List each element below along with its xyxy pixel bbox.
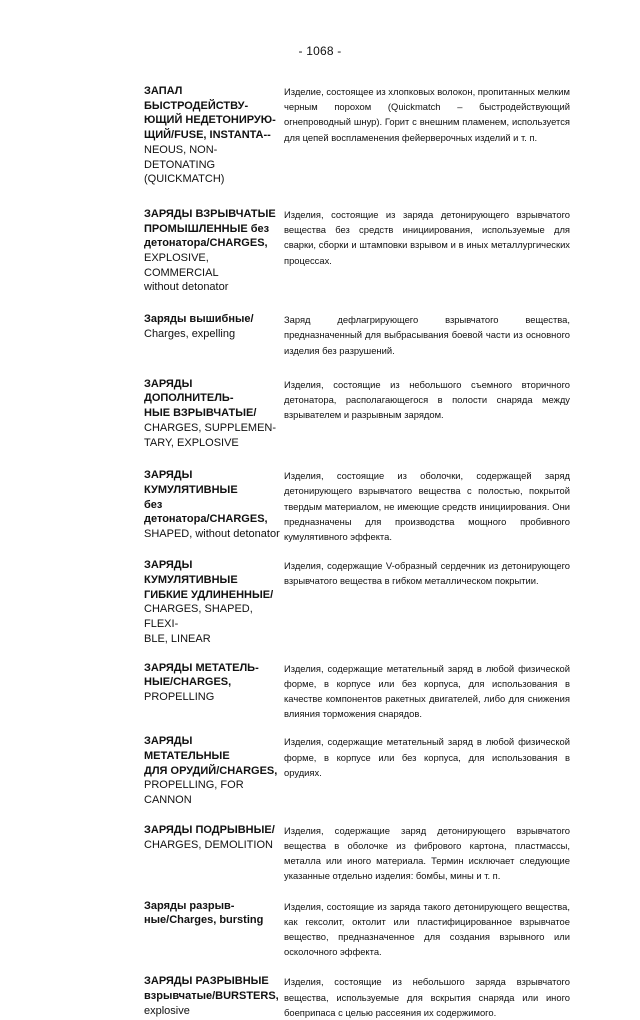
entry-term <box>144 377 280 451</box>
entry-term <box>144 974 280 1018</box>
term-english: explosive <box>144 1004 190 1017</box>
entry-definition: Изделия, содержащие заряд детонирующего взрывчатого вещества в оболочке из фибрового картона, пластмассы, металла или иного материала. Термин исключает следующие указанные отдельно изделия: бомбы, мины и т. п. <box>284 824 570 882</box>
entry-term <box>144 823 280 852</box>
entry-term <box>144 312 280 341</box>
entry-definition: Изделия, содержащие метательный заряд в любой физической форме, в корпусе или без корпуса, для использования в орудиях. <box>284 736 570 778</box>
page-number: - 1068 - <box>298 44 342 58</box>
glossary-entry <box>144 207 570 295</box>
glossary-entry <box>144 377 570 451</box>
entry-definition: Изделия, состоящие из оболочки, содержащей заряд детонирующего взрывчатого вещества с полостью, покрытой твердым материалом, не имеющие средств инициирования. Они предназначены для производства мощного пробивного кумулятивного эффекта. <box>284 470 570 543</box>
term-russian: ЗАРЯДЫ МЕТАТЕЛЬ- НЫЕ/CHARGES, <box>144 661 259 689</box>
glossary-entry <box>144 468 570 544</box>
glossary-entry <box>144 312 570 358</box>
glossary-entry <box>144 734 570 808</box>
entry-term <box>144 734 280 808</box>
entry-term <box>144 468 280 542</box>
term-english: EXPLOSIVE, COMMERCIAL without detonator <box>144 252 229 294</box>
entry-term <box>144 661 280 705</box>
term-russian: ЗАРЯДЫ ВЗРЫВЧАТЫЕ ПРОМЫШЛЕННЫЕ без детонатора/CHARGES, <box>144 207 276 250</box>
glossary-entry <box>144 823 570 884</box>
entry-definition: Изделия, состоящие из небольшого съемного вторичного детонатора, располагающегося в полости снаряда между взрывателем и разрывным зарядом. <box>284 378 570 421</box>
term-english: Charges, expelling <box>144 327 236 340</box>
term-english: PROPELLING <box>144 690 215 703</box>
glossary-entry <box>144 84 570 187</box>
entry-definition: Изделие, состоящее из хлопковых волокон, пропитанных мелким черным порохом (Quickmatch – быстродействующий огнепроводный шнур). Горит с внешним пламенем, используется для цепей воспламенения фейерверочных изделий и т. п. <box>284 86 570 143</box>
entry-definition: Изделия, содержащие V-образный сердечник из детонирующего взрывчатого вещества в гибком металлическом покрытии. <box>284 560 570 587</box>
term-english: NEOUS, NON-DETONATING (QUICKMATCH) <box>144 143 225 186</box>
glossary-entries <box>144 84 570 1020</box>
term-russian: Заряды разрыв- ные/Charges, bursting <box>144 899 264 927</box>
glossary-entry <box>144 974 570 1020</box>
term-english: CHARGES, SUPPLEMEN- TARY, EXPLOSIVE <box>144 421 277 449</box>
term-russian: ЗАРЯДЫ РАЗРЫВНЫЕ взрывчатые/BURSTERS, <box>144 975 279 1003</box>
glossary-entry <box>144 899 570 960</box>
term-russian: ЗАРЯДЫ ДОПОЛНИТЕЛЬ- НЫЕ ВЗРЫВЧАТЫЕ/ <box>144 377 257 420</box>
term-english: PROPELLING, FOR CANNON <box>144 779 244 807</box>
term-russian: ЗАПАЛ БЫСТРОДЕЙСТВУ- ЮЩИЙ НЕДЕТОНИРУЮ- ЩИЙ/FUSE, INSTANTA-- <box>144 85 276 142</box>
entry-definition: Изделия, состоящие из небольшого заряда взрывчатого вещества, используемые для вскрытия снаряда или иного боеприпаса с целью рассеяния их содержимого. <box>284 976 570 1018</box>
glossary-entry <box>144 661 570 722</box>
entry-term <box>144 84 280 187</box>
term-russian: Заряды вышибные/ <box>144 313 254 326</box>
term-english: CHARGES, DEMOLITION <box>144 838 273 851</box>
entry-definition: Изделия, содержащие метательный заряд в любой физической форме, в корпусе или без корпуса, для использования в качестве компонентов ракетных двигателей, либо для снижения влияния торможения снарядов. <box>284 662 570 720</box>
term-russian: ЗАРЯДЫ МЕТАТЕЛЬНЫЕ ДЛЯ ОРУДИЙ/CHARGES, <box>144 735 278 777</box>
term-english: SHAPED, without detonator <box>144 528 280 541</box>
term-russian: ЗАРЯДЫ ПОДРЫВНЫЕ/ <box>144 823 275 836</box>
glossary-entry <box>144 558 570 646</box>
entry-definition: Изделия, состоящие из заряда детонирующего взрывчатого вещества без средств инициирования, используемые для сварки, сборки и штамповки взрывом и в иных металлургических процессах. <box>284 208 570 266</box>
term-english: CHARGES, SHAPED, FLEXI- BLE, LINEAR <box>144 603 253 645</box>
term-russian: ЗАРЯДЫ КУМУЛЯТИВНЫЕ ГИБКИЕ УДЛИНЕННЫЕ/ <box>144 559 274 601</box>
entry-definition: Заряд дефлагрирующего взрывчатого вещества, предназначенный для выбрасывания боевой части из основного изделия без разрушений. <box>284 314 570 356</box>
entry-term <box>144 899 280 928</box>
entry-term <box>144 207 280 295</box>
entry-term <box>144 558 280 646</box>
entry-definition: Изделия, состоящие из заряда такого детонирующего вещества, как гексолит, октолит или пластифицированное взрывчатое вещество, предназначенное для создания взрывного или осколочного эффекта. <box>284 900 570 958</box>
term-russian: ЗАРЯДЫ КУМУЛЯТИВНЫЕ без детонатора/CHARGES, <box>144 469 268 526</box>
